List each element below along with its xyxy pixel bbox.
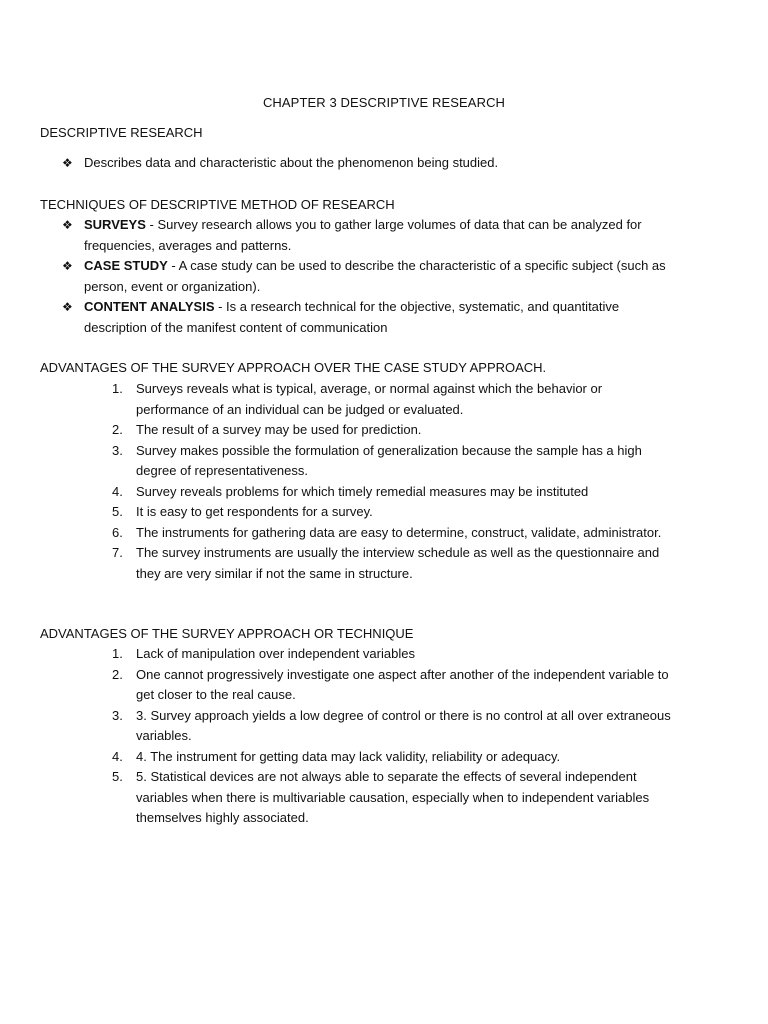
list-item [112,543,672,584]
list-item-text: - Is a research technical for the objective, systematic, and quantitative description of the manifest content of communication [84,299,620,335]
list-item [62,297,682,338]
section-heading-techniques: TECHNIQUES OF DESCRIPTIVE METHOD OF RESEARCH [40,197,395,212]
list-item [112,420,672,441]
list-item-term: CASE STUDY [84,258,168,273]
list-item-text: 5. Statistical devices are not always able to separate the effects of several independent variables when there is multivariable causation, especially when to independent variables themselves highly associated. [136,769,650,825]
list-item-number: 6. [112,524,123,540]
list-item-number: 2. [112,666,123,682]
list-item [62,256,682,297]
list-item-text: The result of a survey may be used for prediction. [136,422,422,437]
list-item-text: The instruments for gathering data are easy to determine, construct, validate, administrator. [136,524,662,540]
list-item-number: 4. [112,483,123,499]
list-item [112,767,672,829]
list-item-text: 3. Survey approach yields a low degree of control or there is no control at all over extraneous variables. [136,707,671,743]
list-item-text: 4. The instrument for getting data may lack validity, reliability or adequacy. [136,748,561,764]
advantages-of-survey-list [112,644,672,829]
list-item [112,482,672,503]
diamond-bullet-icon: ❖ [62,218,73,232]
list-item-number: 7. [112,545,123,560]
list-item-text: It is easy to get respondents for a survey. [136,504,373,519]
list-item-text: One cannot progressively investigate one aspect after another of the independent variable to get closer to the real cause. [136,666,669,702]
diamond-bullet-icon: ❖ [62,259,73,273]
list-item-text: - A case study can be used to describe the characteristic of a specific subject (such as person, event or organization). [84,258,666,294]
section-heading-advantages-of-survey: ADVANTAGES OF THE SURVEY APPROACH OR TECHNIQUE [40,626,414,641]
list-item-text: - Survey research allows you to gather large volumes of data that can be analyzed for frequencies, averages and patterns. [84,217,642,253]
list-item-text: Survey reveals problems for which timely remedial measures may be instituted [136,483,589,499]
list-item [112,379,672,420]
list-item-number: 3. [112,442,123,458]
section-heading-advantages-over-case-study: ADVANTAGES OF THE SURVEY APPROACH OVER THE CASE STUDY APPROACH. [40,360,547,375]
list-item-number: 3. [112,707,123,723]
list-item-number: 2. [112,422,123,437]
list-item-text: Surveys reveals what is typical, average, or normal against which the behavior or performance of an individual can be judged or evaluated. [136,381,603,417]
list-item-term: SURVEYS [84,217,146,232]
list-item-text: The survey instruments are usually the interview schedule as well as the questionnaire and they are very similar if not the same in structure. [136,545,660,581]
list-item-number: 1. [112,381,123,396]
section-heading-descriptive-research: DESCRIPTIVE RESEARCH [40,125,203,140]
advantages-over-case-study-list [112,379,672,584]
list-item [62,215,682,256]
list-item [112,747,672,768]
list-item-number: 5. [112,504,123,519]
page-title: CHAPTER 3 DESCRIPTIVE RESEARCH [262,95,506,110]
list-item-term: CONTENT ANALYSIS [84,299,215,314]
list-item [112,706,672,747]
list-item [112,502,672,523]
techniques-list [62,215,682,338]
list-item [112,644,672,665]
list-item [112,441,672,482]
list-item [62,153,682,174]
diamond-bullet-icon: ❖ [62,300,73,314]
descriptive-research-list [62,153,682,174]
list-item-text: Survey makes possible the formulation of generalization because the sample has a high degree of representativeness. [136,442,642,478]
list-item-text: Describes data and characteristic about the phenomenon being studied. [84,155,499,170]
diamond-bullet-icon: ❖ [62,156,73,170]
list-item [112,523,672,544]
list-item-number: 5. [112,769,123,784]
list-item-number: 1. [112,646,123,661]
list-item-text: Lack of manipulation over independent variables [136,646,415,661]
list-item [112,665,672,706]
list-item-number: 4. [112,748,123,764]
